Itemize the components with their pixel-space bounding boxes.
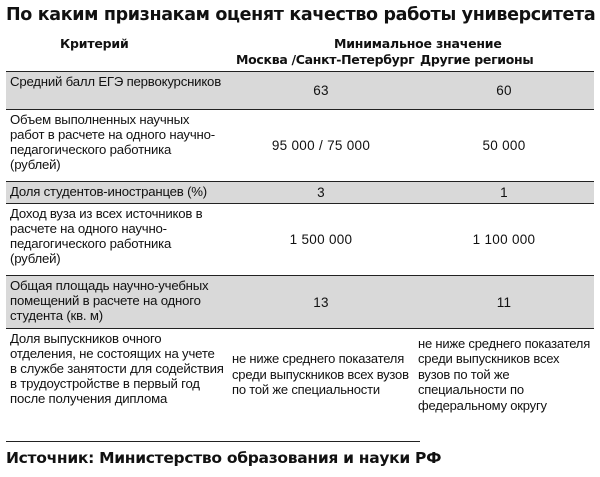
criterion-cell: Доля выпускников очного отделения, не состоящих на учете в службе занятости для содействия в трудоустройстве в первый год после получения диплома (10, 331, 224, 406)
criteria-table (6, 71, 594, 420)
column-header-moscow-spb: Москва /Санкт-Петербург (236, 52, 415, 67)
moscow-spb-value: 13 (313, 294, 329, 310)
moscow-spb-value: 3 (317, 185, 325, 200)
criterion-cell: Доля студентов-иностранцев (%) (10, 184, 207, 199)
other-regions-value: не ниже среднего показателя среди выпускников всех вузов по той же специальности по федеральному округу (418, 335, 591, 413)
table-row (6, 328, 594, 420)
page-title: По каким признакам оценят качество работы университета (6, 5, 596, 25)
criterion-cell: Доход вуза из всех источников в расчете на одного научно-педагогического работника (рублей) (10, 206, 203, 266)
source-note: Источник: Министерство образования и науки РФ (6, 449, 442, 467)
moscow-spb-value: 95 000 / 75 000 (271, 138, 371, 153)
moscow-spb-value: не ниже среднего показателя среди выпускников всех вузов по той же специальности (232, 351, 409, 398)
other-regions-value: 50 000 (482, 138, 526, 153)
other-regions-value: 1 100 000 (472, 232, 536, 247)
column-header-min-value: Минимальное значение (334, 36, 502, 51)
moscow-spb-value: 63 (313, 83, 329, 98)
criterion-cell: Общая площадь научно-учебных помещений в расчете на одного студента (кв. м) (10, 278, 209, 323)
table-row (6, 203, 594, 275)
footer-divider (6, 441, 420, 442)
other-regions-value: 1 (500, 185, 508, 200)
column-header-criterion: Критерий (60, 36, 129, 51)
other-regions-value: 60 (496, 83, 512, 98)
criterion-cell: Объем выполненных научных работ в расчете на одного научно-педагогического работника (рублей) (10, 112, 215, 172)
criterion-cell: Средний балл ЕГЭ первокурсников (10, 74, 221, 89)
moscow-spb-value: 1 500 000 (289, 232, 353, 247)
table-row (6, 275, 594, 328)
other-regions-value: 11 (496, 294, 512, 310)
column-header-other-regions: Другие регионы (420, 52, 534, 67)
table-row (6, 109, 594, 181)
table-row (6, 181, 594, 203)
table-row (6, 71, 594, 109)
